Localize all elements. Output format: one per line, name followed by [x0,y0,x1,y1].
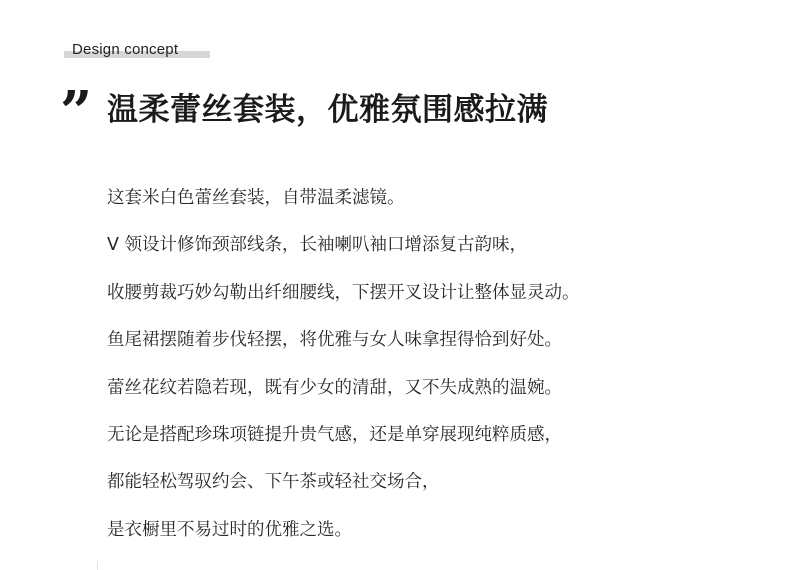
body-line: 蕾丝花纹若隐若现，既有少女的清甜，又不失成熟的温婉。 [107,377,562,398]
body-line: 这套米白色蕾丝套装，自带温柔滤镜。 [107,188,405,208]
body-paragraph [107,185,747,564]
divider-mark [97,561,98,570]
section-label-text: Design concept [72,40,179,58]
headline: 温柔蕾丝套装，优雅氛围感拉满 [107,92,548,128]
body-line: 鱼尾裙摆随着步伐轻摆，将优雅与女人味拿捏得恰到好处。 [107,330,562,351]
quote-icon: ” [60,79,93,145]
body-line: 收腰剪裁巧妙勾勒出纤细腰线，下摆开叉设计让整体显灵动。 [107,282,580,303]
body-line: V 领设计修饰颈部线条，长袖喇叭袖口增添复古韵味， [107,235,528,256]
section-label [64,38,178,60]
body-line: 是衣橱里不易过时的优雅之选。 [107,519,352,540]
body-line: 都能轻松驾驭约会、下午茶或轻社交场合， [107,472,440,493]
body-line: 无论是搭配珍珠项链提升贵气感，还是单穿展现纯粹质感， [107,424,562,445]
